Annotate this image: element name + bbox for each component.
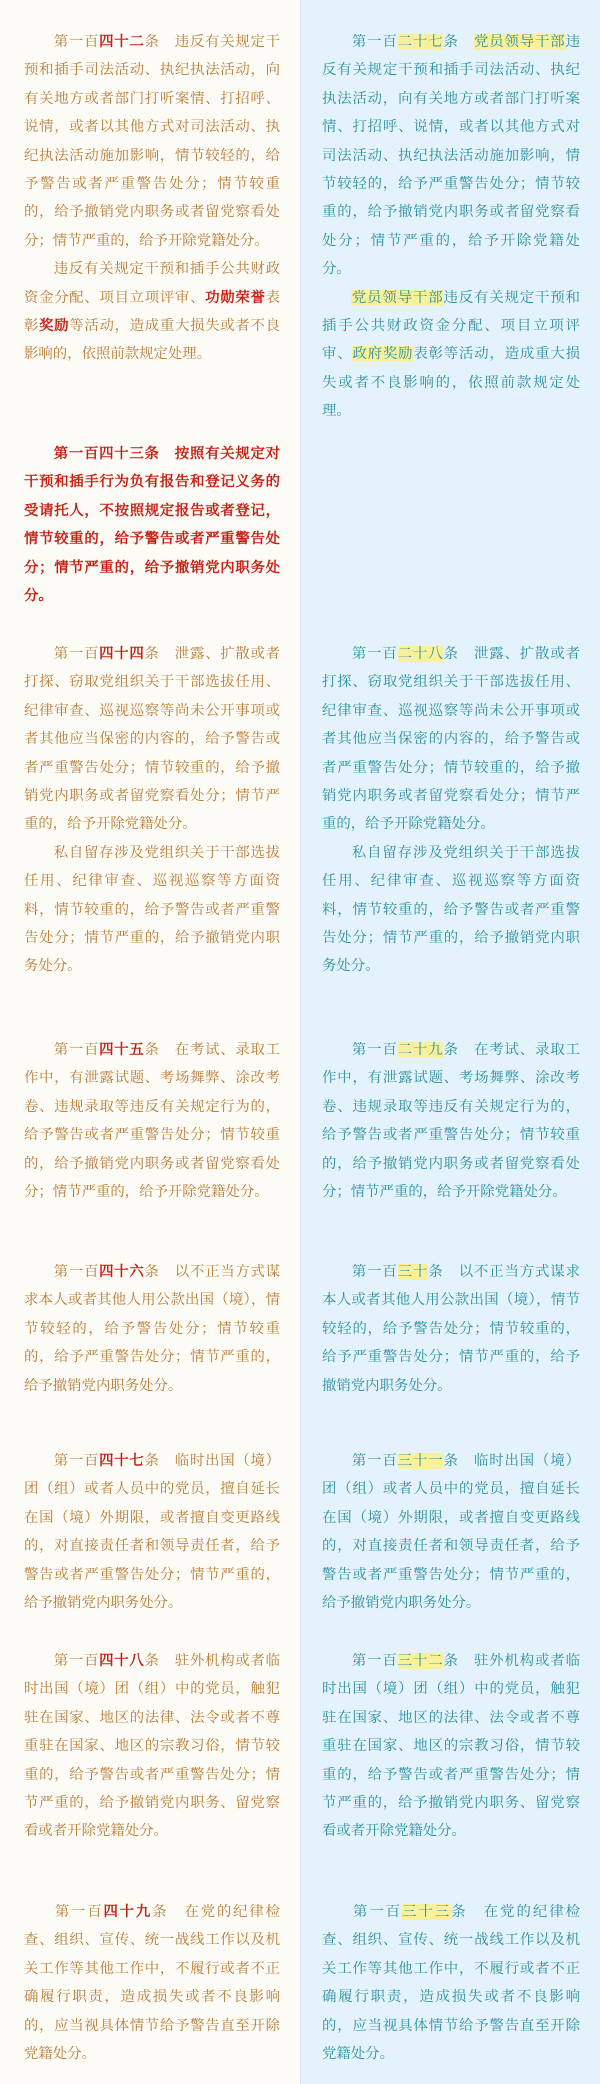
article-147 <box>24 1447 280 1617</box>
article-number: 四十二 <box>99 34 145 50</box>
article-128-para-2: 私自留存涉及党组织关于干部选拔任用、纪律审查、巡视巡察等方面资料，情节较重的，给予警告或者严重警告处分；情节严重的，给予撤销党内职务处分。 <box>322 844 580 975</box>
highlighted-text: 党员领导干部 <box>473 34 566 50</box>
article-144-para-2: 私自留存涉及党组织关于干部选拔任用、纪律审查、巡视巡察等方面资料，情节较重的，给予警告或者严重警告处分；情节严重的，给予撤销党内职务处分。 <box>24 844 280 975</box>
article-number: 四十六 <box>99 1264 145 1280</box>
article-146-para: 第一百四十六条 以不正当方式谋求本人或者其他人用公款出国（境），情节较轻的，给予警告处分；情节较重的，给予严重警告处分；情节严重的，给予撤销党内职务处分。 <box>24 1264 280 1394</box>
right-column <box>300 0 600 2084</box>
article-145 <box>24 1036 280 1206</box>
article-133-para: 第一百三十三条 在党的纪律检查、组织、宣传、统一战线工作以及机关工作等其他工作中，不履行或者不正确履行职责，造成损失或者不良影响的，应当视具体情节给予警告直至开除党籍处分。 <box>322 1904 580 2063</box>
article-number: 四十七 <box>99 1453 145 1469</box>
highlighted-text: 政府奖励 <box>352 346 414 363</box>
article-131 <box>322 1447 580 1617</box>
article-146 <box>24 1258 280 1400</box>
article-number: 二十九 <box>397 1042 444 1058</box>
article-149-para: 第一百四十九条 在党的纪律检查、组织、宣传、统一战线工作以及机关工作等其他工作中，不履行或者不正确履行职责，造成损失或者不良影响的，应当视具体情节给予警告直至开除党籍处分。 <box>24 1904 280 2063</box>
article-number: 三十 <box>397 1264 429 1280</box>
article-132 <box>322 1647 580 1846</box>
changed-text: 功勋荣誉 <box>205 289 266 306</box>
article-127 <box>322 28 580 426</box>
article-142 <box>24 28 280 369</box>
article-130-para: 第一百三十条 以不正当方式谋求本人或者其他人用公款出国（境），情节较轻的，给予警告处分；情节较重的，给予严重警告处分；情节严重的，给予撤销党内职务处分。 <box>322 1264 580 1394</box>
article-number: 二十七 <box>397 34 444 50</box>
article-148-para: 第一百四十八条 驻外机构或者临时出国（境）团（组）中的党员，触犯驻在国家、地区的法律、法令或者不尊重驻在国家、地区的宗教习俗，情节较重的，给予警告或者严重警告处分；情节严重的，给予撤销党内职务、留党察看或者开除党籍处分。 <box>24 1653 280 1840</box>
article-130 <box>322 1258 580 1400</box>
article-142-para-1: 第一百四十二条 违反有关规定干预和插手司法活动、执纪执法活动，向有关地方或者部门打听案情、打招呼、说情，或者以其他方式对司法活动、执纪执法活动施加影响，情节较轻的，给予警告或者严重警告处分；情节较重的，给予撤销党内职务或者留党察看处分；情节严重的，给予开除党籍处分。 <box>24 34 280 249</box>
article-149 <box>24 1898 280 2068</box>
article-number: 三十三 <box>402 1904 452 1920</box>
article-number: 四十九 <box>103 1904 153 1920</box>
article-number: 四十四 <box>99 646 145 662</box>
article-number: 二十八 <box>397 646 444 662</box>
article-132-para: 第一百三十二条 驻外机构或者临时出国（境）团（组）中的党员，触犯驻在国家、地区的法律、法令或者不尊重驻在国家、地区的宗教习俗，情节较重的，给予警告或者严重警告处分；情节严重的，给予撤销党内职务、留党察看或者开除党籍处分。 <box>322 1653 580 1840</box>
article-128 <box>322 640 580 981</box>
article-number: 四十八 <box>99 1653 145 1669</box>
article-129-para: 第一百二十九条 在考试、录取工作中，有泄露试题、考场舞弊、涂改考卷、违规录取等违反有关规定行为的，给予警告或者严重警告处分；情节较重的，给予撤销党内职务或者留党察看处分；情节严重的，给予开除党籍处分。 <box>322 1042 580 1201</box>
article-number: 三十二 <box>397 1653 444 1669</box>
article-129 <box>322 1036 580 1206</box>
article-144 <box>24 640 280 981</box>
article-128-para-1: 第一百二十八条 泄露、扩散或者打探、窃取党组织关于干部选拔任用、纪律审查、巡视巡察等尚未公开事项或者其他应当保密的内容的，给予警告或者严重警告处分；情节较重的，给予撤销党内职务或者留党察看处分；情节严重的，给予开除党籍处分。 <box>322 646 580 833</box>
article-number: 四十五 <box>99 1042 145 1058</box>
article-144-para-1: 第一百四十四条 泄露、扩散或者打探、窃取党组织关于干部选拔任用、纪律审查、巡视巡察等尚未公开事项或者其他应当保密的内容的，给予警告或者严重警告处分；情节较重的，给予撤销党内职务或者留党察看处分；情节严重的，给予开除党籍处分。 <box>24 646 280 833</box>
article-142-para-2: 违反有关规定干预和插手公共财政资金分配、项目立项评审、功勋荣誉表彰奖励等活动，造成重大损失或者不良影响的，依照前款规定处理。 <box>24 261 280 363</box>
article-147-para: 第一百四十七条 临时出国（境）团（组）或者人员中的党员，擅自延长在国（境）外期限，或者擅自变更路线的，对直接责任者和领导责任者，给予警告或者严重警告处分；情节严重的，给予撤销党内职务处分。 <box>24 1453 280 1612</box>
article-145-para: 第一百四十五条 在考试、录取工作中，有泄露试题、考场舞弊、涂改考卷、违规录取等违反有关规定行为的，给予警告或者严重警告处分；情节较重的，给予撤销党内职务或者留党察看处分；情节严重的，给予开除党籍处分。 <box>24 1042 280 1201</box>
changed-text: 奖励 <box>39 318 70 335</box>
article-127-para-2: 党员领导干部违反有关规定干预和插手公共财政资金分配、项目立项评审、政府奖励表彰等活动，造成重大损失或者不良影响的，依照前款规定处理。 <box>322 289 580 420</box>
article-133 <box>322 1898 580 2068</box>
article-143 <box>24 440 280 610</box>
article-148 <box>24 1647 280 1846</box>
article-127-para-1: 第一百二十七条 党员领导干部违反有关规定干预和插手司法活动、执纪执法活动，向有关地方或者部门打听案情、打招呼、说情，或者以其他方式对司法活动、执纪执法活动施加影响，情节较轻的，给予严重警告处分；情节较重的，给予撤销党内职务或者留党察看处分；情节严重的，给予开除党籍处分。 <box>322 34 580 278</box>
article-131-para: 第一百三十一条 临时出国（境）团（组）或者人员中的党员，擅自延长在国（境）外期限，或者擅自变更路线的，对直接责任者和领导责任者，给予警告或者严重警告处分；情节严重的，给予撤销党内职务处分。 <box>322 1453 580 1612</box>
highlighted-text: 党员领导干部 <box>351 289 444 306</box>
article-number: 三十一 <box>397 1453 444 1469</box>
article-143-para: 第一百四十三条 按照有关规定对干预和插手行为负有报告和登记义务的受请托人，不按照规定报告或者登记，情节较重的，给予警告或者严重警告处分；情节严重的，给予撤销党内职务处分。 <box>24 446 280 605</box>
